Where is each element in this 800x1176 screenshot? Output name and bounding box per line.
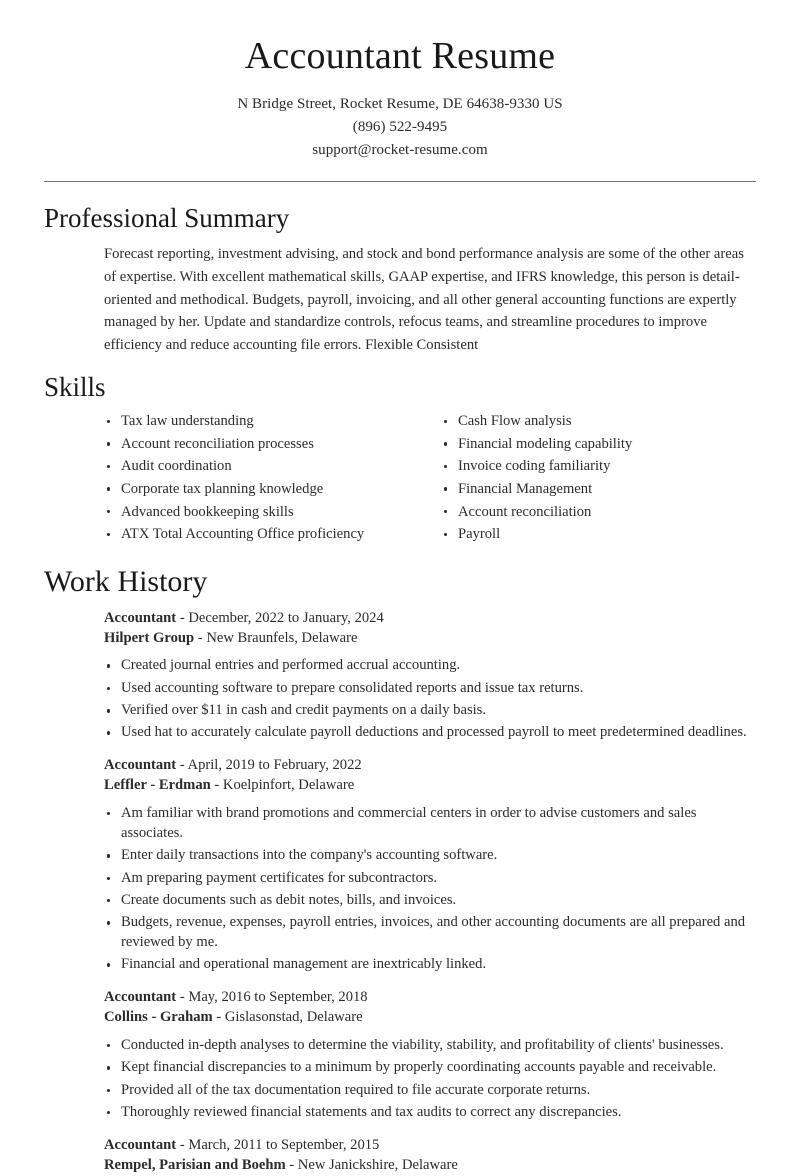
- skill-item: Cash Flow analysis: [441, 412, 754, 430]
- contact-email: support@rocket-resume.com: [312, 142, 488, 159]
- work-history-body: [44, 609, 756, 1176]
- job-separator: -: [210, 777, 223, 794]
- summary-heading: Professional Summary: [44, 202, 290, 233]
- section-professional-summary: [44, 182, 756, 357]
- skill-item: Financial modeling capability: [441, 435, 754, 453]
- skills-list-left: [104, 412, 429, 543]
- job-separator: -: [176, 989, 189, 1006]
- skills-body: [44, 412, 756, 548]
- job-role: Accountant: [104, 989, 177, 1006]
- job-company: Hilpert Group: [104, 629, 195, 646]
- job-company: Rempel, Parisian and Boehm: [104, 1156, 286, 1173]
- job-bullet: Used hat to accurately calculate payroll deductions and processed payroll to meet predetermined deadlines.: [104, 723, 754, 743]
- summary-body: [44, 243, 756, 357]
- skills-heading: Skills: [44, 371, 106, 402]
- job-bullet-list: [104, 1036, 754, 1123]
- job-bullet: Financial and operational management are inextricably linked.: [104, 955, 754, 975]
- job-entry: [104, 756, 754, 975]
- skills-column-left: [104, 412, 429, 548]
- job-bullet: Budgets, revenue, expenses, payroll entries, invoices, and other accounting documents are all prepared and reviewed by me.: [104, 913, 754, 953]
- skill-item: Corporate tax planning knowledge: [104, 480, 429, 498]
- skill-item: Financial Management: [441, 480, 754, 498]
- job-bullet: Create documents such as debit notes, bills, and invoices.: [104, 891, 754, 911]
- section-skills: [44, 357, 756, 548]
- job-separator: -: [194, 629, 207, 646]
- job-bullet: Am familiar with brand promotions and commercial centers in order to advise customers and sales associates.: [104, 804, 754, 844]
- job-entry: [104, 609, 754, 744]
- job-role-line: [104, 609, 754, 629]
- skill-item: Tax law understanding: [104, 412, 429, 430]
- job-bullet-list: [104, 656, 754, 743]
- job-role-line: [104, 988, 754, 1008]
- contact-address: N Bridge Street, Rocket Resume, DE 64638-9330 US: [237, 95, 563, 112]
- job-bullet: Enter daily transactions into the company's accounting software.: [104, 846, 754, 866]
- job-role: Accountant: [104, 757, 177, 774]
- job-company: Leffler - Erdman: [104, 777, 211, 794]
- job-role: Accountant: [104, 609, 177, 626]
- job-bullet: Used accounting software to prepare consolidated reports and issue tax returns.: [104, 679, 754, 699]
- job-bullet: Provided all of the tax documentation required to file accurate corporate returns.: [104, 1081, 754, 1101]
- skill-item: Payroll: [441, 525, 754, 543]
- job-entry: [104, 1136, 754, 1176]
- job-location: New Janickshire, Delaware: [297, 1156, 458, 1173]
- job-entry: [104, 988, 754, 1123]
- skill-item: Account reconciliation: [441, 503, 754, 521]
- job-dates: May, 2016 to September, 2018: [188, 989, 368, 1006]
- summary-text: Forecast reporting, investment advising, and stock and bond performance analysis are some of the other areas of expertise. With excellent mathematical skills, GAAP expertise, and IFRS knowledge, this person is detail-oriented and methodical. Budgets, payroll, invoicing, and all other general accounting functions are expertly managed by her. Update and standardize controls, refocus teams, and streamline procedures to improve efficiency and reduce accounting file errors. Flexible Consistent: [104, 245, 744, 354]
- skill-item: Advanced bookkeeping skills: [104, 503, 429, 521]
- job-role-line: [104, 756, 754, 776]
- job-location: Gislasonstad, Delaware: [224, 1009, 363, 1026]
- job-separator: -: [285, 1156, 298, 1173]
- skill-item: Account reconciliation processes: [104, 435, 429, 453]
- skill-item: ATX Total Accounting Office proficiency: [104, 525, 429, 543]
- job-bullet: Verified over $11 in cash and credit payments on a daily basis.: [104, 701, 754, 721]
- job-separator: -: [176, 1136, 189, 1153]
- resume-header: [44, 0, 756, 163]
- job-company: Collins - Graham: [104, 1009, 213, 1026]
- job-separator: -: [212, 1009, 225, 1026]
- job-bullet: Conducted in-depth analyses to determine the viability, stability, and profitability of clients' businesses.: [104, 1036, 754, 1056]
- job-location: Koelpinfort, Delaware: [222, 777, 355, 794]
- skills-column-right: [429, 412, 754, 548]
- job-bullet: Kept financial discrepancies to a minimum by properly coordinating accounts payable and receivable.: [104, 1058, 754, 1078]
- job-dates: March, 2011 to September, 2015: [188, 1136, 380, 1153]
- job-bullet: Thoroughly reviewed financial statements and tax audits to correct any discrepancies.: [104, 1103, 754, 1123]
- job-role: Accountant: [104, 1136, 177, 1153]
- job-dates: April, 2019 to February, 2022: [187, 757, 362, 774]
- job-bullet: Created journal entries and performed accrual accounting.: [104, 656, 754, 676]
- contact-phone: (896) 522-9495: [352, 119, 448, 136]
- job-bullet-list: [104, 804, 754, 975]
- job-company-line: [104, 1008, 754, 1028]
- job-company-line: [104, 1156, 754, 1176]
- skills-list-right: [441, 412, 754, 543]
- page-title: Accountant Resume: [244, 35, 556, 77]
- job-role-line: [104, 1136, 754, 1156]
- job-dates: December, 2022 to January, 2024: [188, 609, 384, 626]
- skills-columns: [104, 412, 754, 548]
- job-separator: -: [176, 757, 188, 774]
- work-history-heading: Work History: [44, 564, 208, 598]
- job-company-line: [104, 776, 754, 796]
- job-company-line: [104, 629, 754, 649]
- section-work-history: [44, 548, 756, 1176]
- job-bullet: Am preparing payment certificates for subcontractors.: [104, 869, 754, 889]
- job-separator: -: [176, 609, 189, 626]
- skill-item: Audit coordination: [104, 457, 429, 475]
- skill-item: Invoice coding familiarity: [441, 457, 754, 475]
- job-location: New Braunfels, Delaware: [206, 629, 358, 646]
